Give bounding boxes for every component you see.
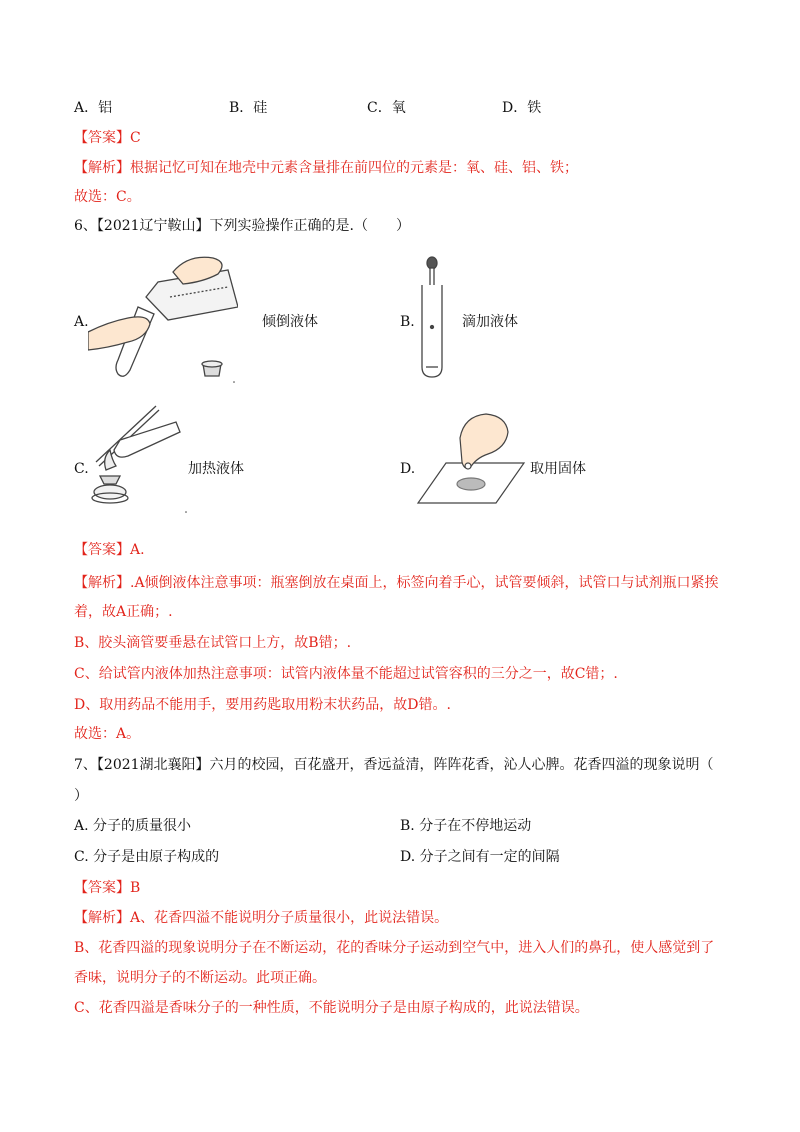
q7-option-a: A. 分子的质量很小 [74,818,192,834]
q5-option-c: C．氧 [367,100,406,116]
q7-answer: 【答案】B [74,880,141,896]
drop-liquid-figure [418,255,446,380]
heat-liquid-figure [86,400,196,518]
q6-option-a-letter: A. [74,314,89,330]
q6-analysis-line-1: 【解析】.A倾倒液体注意事项：瓶塞倒放在桌面上，标签向着手心，试管要倾斜，试管口与试剂瓶口紧挨 [74,575,719,591]
q6-option-b-caption: 滴加液体 [462,314,518,330]
q7-analysis-line-4: C、花香四溢是香味分子的一种性质，不能说明分子是由原子构成的，此说法错误。 [74,1000,589,1016]
q7-option-d: D. 分子之间有一定的间隔 [400,849,560,865]
q7-option-b: B. 分子在不停地运动 [400,818,532,834]
q6-analysis-line-3: B、胶头滴管要垂悬在试管口上方，故B错；. [74,635,352,651]
q6-analysis-line-6: 故选：A。 [74,726,141,742]
q6-option-b-letter: B. [400,314,415,330]
q6-option-c-caption: 加热液体 [188,461,244,477]
pour-liquid-figure [88,252,238,387]
q5-answer: 【答案】C [74,130,141,146]
q5-option-b: B．硅 [229,100,268,116]
q6-option-d-letter: D. [400,461,416,477]
q6-answer: 【答案】A. [74,542,145,558]
q6-option-d-caption: 取用固体 [530,461,586,477]
q7-stem-continued: ） [74,788,88,804]
q6-analysis-line-4: C、给试管内液体加热注意事项：试管内液体量不能超过试管容积的三分之一，故C错；. [74,666,618,682]
q6-analysis-line-2: 着，故A正确；. [74,604,173,620]
q6-option-a-caption: 倾倒液体 [262,314,318,330]
q5-option-d: D．铁 [502,100,542,116]
q6-analysis-line-5: D、取用药品不能用手，要用药匙取用粉末状药品，故D错。. [74,697,451,713]
q7-analysis-line-1: 【解析】A、花香四溢不能说明分子质量很小，此说法错误。 [74,910,449,926]
q7-analysis-line-3: 香味，说明分子的不断运动。此项正确。 [74,970,326,986]
q5-analysis-line-2: 故选：C。 [74,189,141,205]
q6-option-c-letter: C. [74,461,89,477]
q5-analysis-line-1: 【解析】根据记忆可知在地壳中元素含量排在前四位的元素是：氧、硅、铝、铁； [74,160,578,176]
take-solid-figure [416,408,528,508]
q6-stem: 6、【2021辽宁鞍山】下列实验操作正确的是.（ ） [74,218,410,234]
q7-stem: 7、【2021湖北襄阳】六月的校园，百花盛开，香远益清，阵阵花香，沁人心脾。花香四溢的现象说明（ [74,757,714,773]
q5-option-a: A．铝 [74,100,113,116]
q7-analysis-line-2: B、花香四溢的现象说明分子在不断运动，花的香味分子运动到空气中，进入人们的鼻孔，使人感觉到了 [74,940,715,956]
q7-option-c: C. 分子是由原子构成的 [74,849,220,865]
